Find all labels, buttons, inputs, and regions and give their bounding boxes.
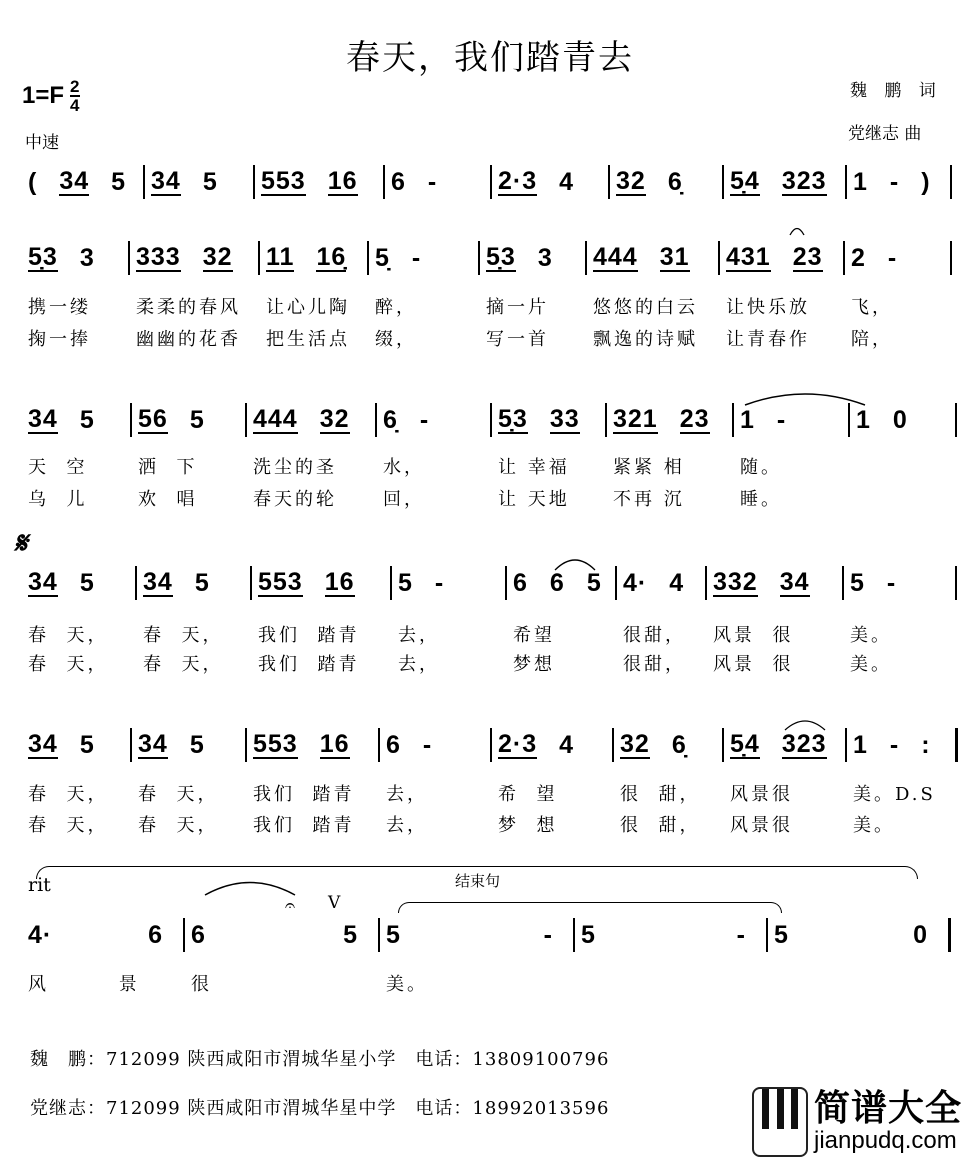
lyric-verse-1: 美。 [850, 625, 892, 646]
lyric-verse-2: 让青春作 [726, 329, 810, 350]
lyric-verse-2: 睡。 [740, 489, 782, 510]
note-group: 5 [386, 920, 401, 949]
note-group: 5̣4 [730, 730, 760, 758]
lyric-verse-2: 美。 [853, 815, 895, 836]
note-group: 332 [713, 568, 758, 596]
notation-symbol: - [736, 920, 746, 949]
lyric-verse-1: 很 甜， [620, 784, 701, 805]
note-group: 32 [616, 167, 646, 195]
note-group: 5 [850, 568, 865, 597]
segno-icon: 𝄋 [14, 526, 27, 561]
lyric-verse-2: 春 天， [138, 815, 219, 836]
note-group: 5 [194, 568, 210, 597]
lyric-verse-1: 随。 [740, 457, 782, 478]
lyricist-credit: 魏 鹏 词 [850, 81, 942, 101]
note-group: 5̣3 [486, 243, 516, 271]
note-group: 34 [28, 405, 58, 433]
lyric-verse-2: 很甜， [623, 654, 686, 675]
lyric-verse-1: 很 [191, 974, 212, 995]
note-group: 56 [138, 405, 168, 433]
lyric-verse-1: 我们 踏青 [258, 625, 360, 646]
tempo-marking: 中速 [25, 133, 59, 153]
lyric-verse-1: 去， [398, 625, 440, 646]
note-group: 323 [781, 730, 827, 758]
lyric-verse-1: 很甜， [623, 625, 686, 646]
note-group: 6 [386, 730, 401, 759]
lyric-verse-1: 醉， [375, 297, 417, 318]
note-group: 5 [581, 920, 596, 949]
notation-symbol: ) [921, 167, 931, 196]
note-group: 34 [779, 568, 810, 596]
lyric-verse-1: 希望 [513, 625, 555, 646]
piano-icon [752, 1087, 808, 1157]
lyric-verse-1: 洗尘的圣 [253, 457, 337, 478]
note-group: 32 [202, 243, 233, 271]
contact-lyricist: 魏 鹏：712099 陕西咸阳市渭城华星小学 电话：13809100796 [30, 1049, 610, 1070]
lyric-verse-2: 梦想 [513, 654, 555, 675]
key-label: 1=F [22, 82, 65, 109]
note-group: 34 [59, 167, 90, 195]
lyric-verse-2: 去， [386, 815, 428, 836]
note-group: 31 [659, 243, 690, 271]
lyric-verse-2: 不再 沉 [613, 489, 685, 510]
notation-symbol: ( [28, 167, 38, 196]
slur [555, 560, 595, 570]
note-group: 34 [28, 568, 58, 596]
note-group: 16 [327, 167, 358, 195]
note-group: 5 [189, 730, 205, 759]
note-group: 6̣ [671, 730, 687, 759]
note-group: 444 [253, 405, 298, 433]
lyric-verse-1: 让心儿陶 [266, 297, 350, 318]
note-group: 3 [79, 243, 95, 272]
ending-label: 结束句 [455, 872, 501, 890]
note-group: 6̣ [383, 405, 398, 434]
note-group: 32 [620, 730, 650, 758]
lyric-verse-1: 春 天， [143, 625, 224, 646]
note-group: 5 [79, 405, 95, 434]
lyric-verse-1: 携一缕 [28, 297, 91, 318]
note-group: 4· [28, 920, 53, 949]
note-group: 23 [792, 243, 823, 271]
note-group: 5 [79, 730, 95, 759]
logo-name: 简谱大全 [814, 1087, 963, 1128]
slur [790, 229, 804, 236]
note-group: 3 [537, 243, 553, 272]
note-group: 6 [391, 167, 406, 196]
lyric-verse-2: 春天的轮 [253, 489, 337, 510]
note-group: 2·3 [498, 167, 538, 195]
lyric-verse-2: 美。 [850, 654, 892, 675]
note-group: 5 [586, 568, 602, 597]
slur [745, 394, 865, 405]
note-group: 1 [740, 405, 755, 434]
note-group: 1 [853, 167, 868, 196]
note-group: 23 [679, 405, 710, 433]
note-group: 2·3 [498, 730, 538, 758]
time-top: 2 [70, 77, 80, 96]
notation-symbol: - [543, 920, 553, 949]
lyric-verse-1: 希 望 [498, 784, 558, 805]
lyric-verse-1: 风景很 [730, 784, 793, 805]
note-group: 32 [319, 405, 350, 433]
lyric-verse-2: 春 天， [28, 815, 109, 836]
site-logo [752, 1087, 962, 1157]
note-group: 5 [774, 920, 789, 949]
note-group: 5 [79, 568, 95, 597]
note-group: 5̣3 [28, 243, 58, 271]
lyric-verse-2: 幽幽的花香 [136, 329, 241, 350]
notation-symbol: - [886, 568, 897, 597]
lyric-verse-2: 风景很 [730, 815, 793, 836]
note-group: 6 [513, 568, 528, 597]
rit-marking: rit [28, 874, 51, 896]
note-group: 6 [549, 568, 565, 597]
lyric-verse-2: 飘逸的诗赋 [593, 329, 698, 350]
lyric-verse-1: 春 天， [28, 784, 109, 805]
note-group: 444 [593, 243, 638, 271]
lyric-verse-2: 风景 很 [713, 654, 794, 675]
note-group: 2 [851, 243, 866, 272]
note-group: 6 [148, 920, 163, 949]
note-group: 1 [853, 730, 868, 759]
fermata-icon: 𝄐 [285, 895, 296, 916]
note-group: 5 [189, 405, 205, 434]
note-group: 6̣ [667, 167, 683, 196]
notation-symbol: - [887, 243, 898, 272]
note-group: 34 [28, 730, 58, 758]
lyric-verse-2: 回， [383, 489, 425, 510]
note-group: 5 [202, 167, 218, 196]
notation-symbol: - [889, 730, 900, 759]
note-group: 323 [781, 167, 827, 195]
lyric-verse-2: 让 天地 [498, 489, 570, 510]
note-group: 553 [258, 568, 303, 596]
note-group: 0 [892, 405, 908, 434]
logo-url: jianpudq.com [814, 1127, 957, 1154]
note-group: 5̣4 [730, 167, 760, 195]
lyric-verse-1: 我们 踏青 [253, 784, 355, 805]
slur [205, 883, 295, 896]
note-group: 5̣ [375, 243, 390, 272]
notation-symbol: - [427, 167, 438, 196]
note-group: 34 [143, 568, 173, 596]
time-bottom: 4 [70, 96, 80, 115]
lyric-verse-1: 柔柔的春风 [136, 297, 241, 318]
note-group: 33 [549, 405, 580, 433]
notation-symbol: - [776, 405, 787, 434]
breath-mark: V [328, 893, 341, 913]
note-group: 333 [136, 243, 181, 271]
lyric-verse-1: 洒 下 [138, 457, 198, 478]
note-group: 11 [266, 243, 295, 271]
lyric-verse-1: 风景 很 [713, 625, 794, 646]
lyric-verse-1: 春 天， [138, 784, 219, 805]
note-group: 16 [324, 568, 355, 596]
lyric-verse-1: 摘一片 [486, 297, 549, 318]
notation-symbol: : [921, 730, 931, 759]
notation-symbol: - [434, 568, 445, 597]
note-group: 16̣ [316, 243, 347, 271]
notation-symbol: - [889, 167, 900, 196]
note-group: 4 [669, 568, 685, 597]
lyric-verse-1: 美。 [386, 974, 428, 995]
note-group: 34 [151, 167, 181, 195]
lyric-verse-1: 水， [383, 457, 425, 478]
lyric-verse-2: 春 天， [143, 654, 224, 675]
note-group: 5 [111, 167, 127, 196]
lyric-verse-2: 缀， [375, 329, 417, 350]
lyric-verse-1: 春 天， [28, 625, 109, 646]
note-group: 16 [319, 730, 350, 758]
note-group: 431 [726, 243, 771, 271]
lyric-verse-2: 乌 儿 [28, 489, 88, 510]
note-group: 4 [559, 730, 575, 759]
composer-credit: 党继志 曲 [848, 124, 922, 144]
note-group: 4· [623, 568, 648, 597]
lyric-verse-2: 很 甜， [620, 815, 701, 836]
note-group: 0 [913, 920, 928, 949]
song-title: 春天，我们踏青去 [346, 38, 634, 78]
note-group: 1 [856, 405, 871, 434]
lyric-verse-1: 让 幸福 [498, 457, 570, 478]
lyric-verse-2: 春 天， [28, 654, 109, 675]
lyric-verse-1: 飞， [851, 297, 893, 318]
lyric-verse-1: 悠悠的白云 [593, 297, 698, 318]
lyric-verse-1: 去， [386, 784, 428, 805]
lyric-verse-1: 风 景 [28, 974, 140, 995]
note-group: 321 [613, 405, 658, 433]
note-group: 5 [398, 568, 413, 597]
lyric-verse-1: 紧紧 相 [613, 457, 685, 478]
note-group: 553 [253, 730, 298, 758]
lyric-verse-2: 陪， [851, 329, 893, 350]
note-group: 5̣3 [498, 405, 528, 433]
lyric-verse-1: 美。D.S [853, 784, 936, 805]
lyric-verse-1: 让快乐放 [726, 297, 810, 318]
notation-symbol: - [419, 405, 430, 434]
lyric-verse-1: 天 空 [28, 457, 88, 478]
notation-symbol: - [422, 730, 433, 759]
lyric-verse-2: 把生活点 [266, 329, 350, 350]
note-group: 34 [138, 730, 168, 758]
note-group: 6 [191, 920, 206, 949]
note-group: 5 [343, 920, 358, 949]
lyric-verse-2: 掬一捧 [28, 329, 91, 350]
note-group: 4 [559, 167, 575, 196]
lyric-verse-2: 去， [398, 654, 440, 675]
contact-composer: 党继志：712099 陕西咸阳市渭城华星中学 电话：18992013596 [30, 1098, 610, 1119]
lyric-verse-2: 梦 想 [498, 815, 558, 836]
slur [785, 721, 825, 730]
lyric-verse-2: 我们 踏青 [258, 654, 360, 675]
lyric-verse-2: 欢 唱 [138, 489, 198, 510]
notation-symbol: - [411, 243, 422, 272]
note-group: 553 [261, 167, 306, 195]
lyric-verse-2: 我们 踏青 [253, 815, 355, 836]
lyric-verse-2: 写一首 [486, 329, 549, 350]
